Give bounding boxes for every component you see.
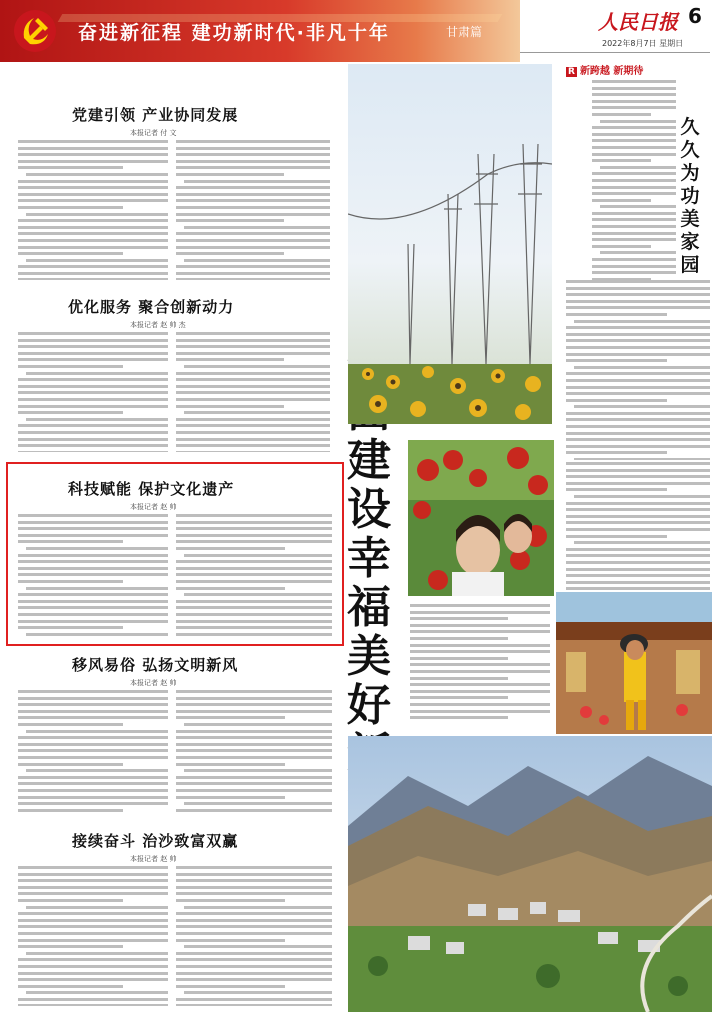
photo-folk-performance-image xyxy=(556,592,712,734)
section-heading-3: 科技赋能 保护文化遗产 xyxy=(68,480,235,498)
section-3-text-right xyxy=(176,514,332,638)
section-byline-2: 本报记者 赵 帅 杰 xyxy=(130,321,186,329)
sidebar-text-top xyxy=(592,80,676,280)
section-heading-1: 党建引领 产业协同发展 xyxy=(72,106,239,124)
photo-apple-harvest-image xyxy=(408,440,554,596)
photo-captions xyxy=(410,604,550,722)
section-2-text-left xyxy=(18,332,168,452)
section-1-text-right xyxy=(176,140,330,280)
section-4-text-right xyxy=(176,690,332,814)
sidebar-tag xyxy=(566,62,643,77)
sidebar-tag-box: R xyxy=(568,67,575,77)
sidebar-text-mid xyxy=(566,280,710,460)
section-heading-4: 移风易俗 弘扬文明新风 xyxy=(72,656,239,674)
photo-wind-turbines xyxy=(348,64,552,424)
section-byline-1: 本报记者 付 文 xyxy=(130,129,177,137)
party-emblem-icon xyxy=(12,8,58,54)
photo-mountain-village xyxy=(348,736,712,1012)
newspaper-logo: 人民日报 xyxy=(598,10,678,34)
photo-folk-performance xyxy=(556,592,712,734)
sidebar-text-bottom xyxy=(566,462,710,590)
section-5-text-right xyxy=(176,866,332,1006)
section-byline-5: 本报记者 赵 帅 xyxy=(130,855,177,863)
banner-province: 甘肃篇 xyxy=(446,25,483,39)
section-heading-5: 接续奋斗 治沙致富双赢 xyxy=(72,832,239,850)
section-4-text-left xyxy=(18,690,168,814)
section-1-text-left xyxy=(18,140,168,280)
section-byline-3: 本报记者 赵 帅 xyxy=(130,503,177,511)
section-5-text-left xyxy=(18,866,168,1006)
section-3-text-left xyxy=(18,514,168,638)
sidebar-vertical-title: 久久为功美家园 xyxy=(680,116,700,276)
masthead-rule xyxy=(520,52,710,53)
photo-mountain-village-image xyxy=(348,736,712,1012)
photo-wind-turbines-image xyxy=(348,64,552,424)
issue-date: 2022年8月7日 星期日 xyxy=(602,39,684,48)
sidebar-tag-label: 新跨越 新期待 xyxy=(579,66,644,77)
banner-title: 奋进新征程 建功新时代·非凡十年 xyxy=(78,22,390,44)
page-number: 6 xyxy=(688,4,702,28)
photo-apple-harvest xyxy=(408,440,554,596)
section-heading-2: 优化服务 聚合创新动力 xyxy=(68,298,235,316)
section-2-text-right xyxy=(176,332,330,452)
main-vertical-title: 建设幸福美好 xyxy=(347,435,391,731)
section-byline-4: 本报记者 赵 帅 xyxy=(130,679,177,687)
